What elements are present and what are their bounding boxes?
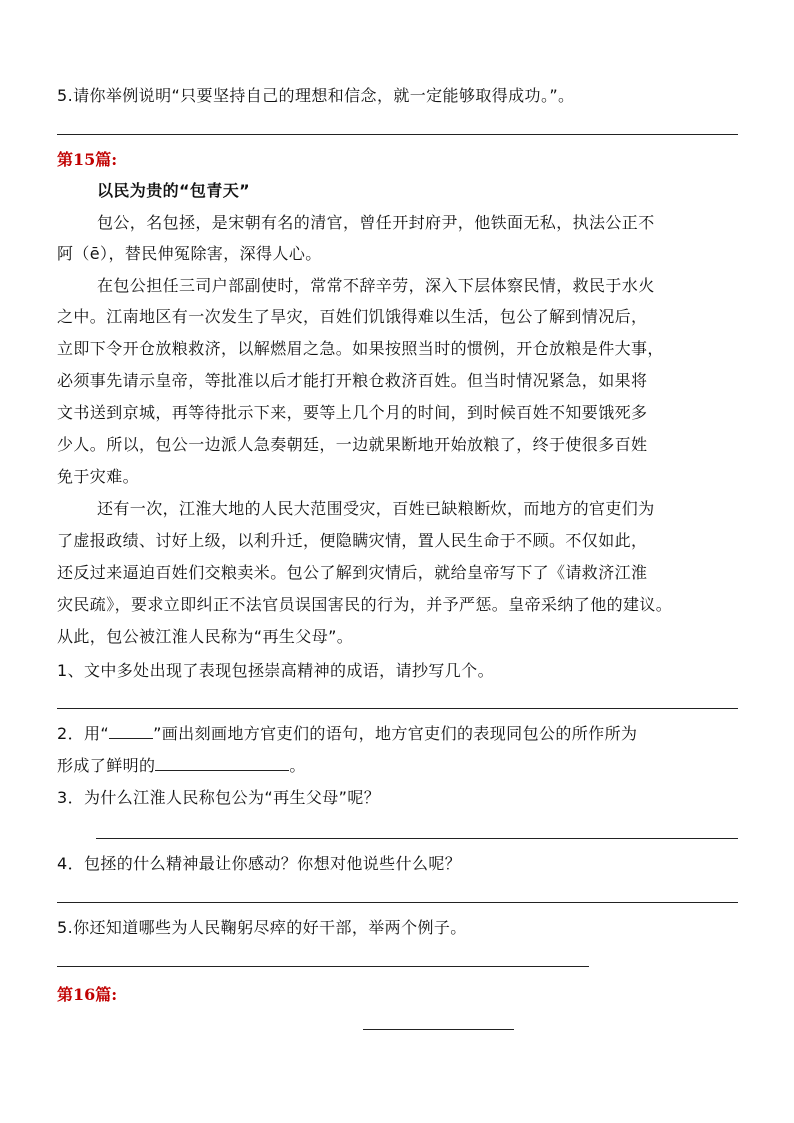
paragraph-line: 在包公担任三司户部副使时，常常不辞辛劳，深入下层体察民情，救民于水火 [97,276,655,295]
paragraph-line: 阿（ē），替民伸冤除害，深得人心。 [57,244,322,263]
article-16-heading: 第16篇: [57,985,118,1004]
title-blank-line[interactable] [363,1029,514,1030]
answer-line [57,134,738,135]
answer-line[interactable] [57,902,738,903]
article-title: 以民为贵的“包青天” [97,181,251,200]
question-4: 4．包拯的什么精神最让你感动？你想对他说些什么呢？ [57,854,462,873]
answer-line[interactable] [96,838,738,839]
answer-line[interactable] [57,708,738,709]
paragraph-line: 了虚报政绩、讨好上级，以利升迁，便隐瞒灾情，置人民生命于不顾。不仅如此， [57,531,648,550]
paragraph-line: 之中。江南地区有一次发生了旱灾，百姓们饥饿得难以生活，包公了解到情况后， [57,307,648,326]
question-2-end: 形成了鲜明的 [57,756,156,775]
paragraph-line: 从此，包公被江淮人民称为“再生父母”。 [57,627,354,646]
answer-line[interactable] [57,966,589,967]
prev-question-5: 5.请你举例说明“只要坚持自己的理想和信念，就一定能够取得成功。”。 [57,86,575,105]
paragraph-line: 免于灾难。 [57,467,140,486]
article-15-heading: 第15篇: [57,150,118,169]
paragraph-line: 必须事先请示皇帝，等批准以后才能打开粮仓救济百姓。但当时情况紧急，如果将 [57,371,648,390]
paragraph-line: 少人。所以，包公一边派人急奏朝廷，一边就果断地开始放粮了，终于使很多百姓 [57,435,648,454]
question-1: 1、文中多处出现了表现包拯崇高精神的成语，请抄写几个。 [57,661,494,680]
paragraph-line: 还反过来逼迫百姓们交粮卖米。包公了解到灾情后，就给皇帝写下了《请救济江淮 [57,563,648,582]
paragraph-line: 灾民疏》，要求立即纠正不法官员误国害民的行为，并予严惩。皇帝采纳了他的建议。 [57,595,673,614]
question-2-start: 2．用“ [57,724,110,743]
question-2 [57,723,637,745]
paragraph-line: 文书送到京城，再等待批示下来，要等上几个月的时间，到时候百姓不知要饿死多 [57,403,648,422]
question-2-period: 。 [289,756,306,775]
fill-blank[interactable] [109,724,153,739]
paragraph-line: 立即下令开仓放粮救济，以解燃眉之急。如果按照当时的惯例，开仓放粮是件大事， [57,339,664,358]
question-5: 5.你还知道哪些为人民鞠躬尽瘁的好干部，举两个例子。 [57,918,467,937]
question-2-rest: ”画出刻画地方官吏们的语句，地方官吏们的表现同包公的所作所为 [153,724,638,743]
question-3: 3．为什么江淮人民称包公为“再生父母”呢？ [57,788,381,807]
paragraph-line: 还有一次，江淮大地的人民大范围受灾，百姓已缺粮断炊，而地方的官吏们为 [97,499,655,518]
fill-blank[interactable] [155,756,289,771]
paragraph-line: 包公，名包拯，是宋朝有名的清官，曾任开封府尹，他铁面无私，执法公正不 [97,213,655,232]
question-2-line2 [57,755,306,777]
